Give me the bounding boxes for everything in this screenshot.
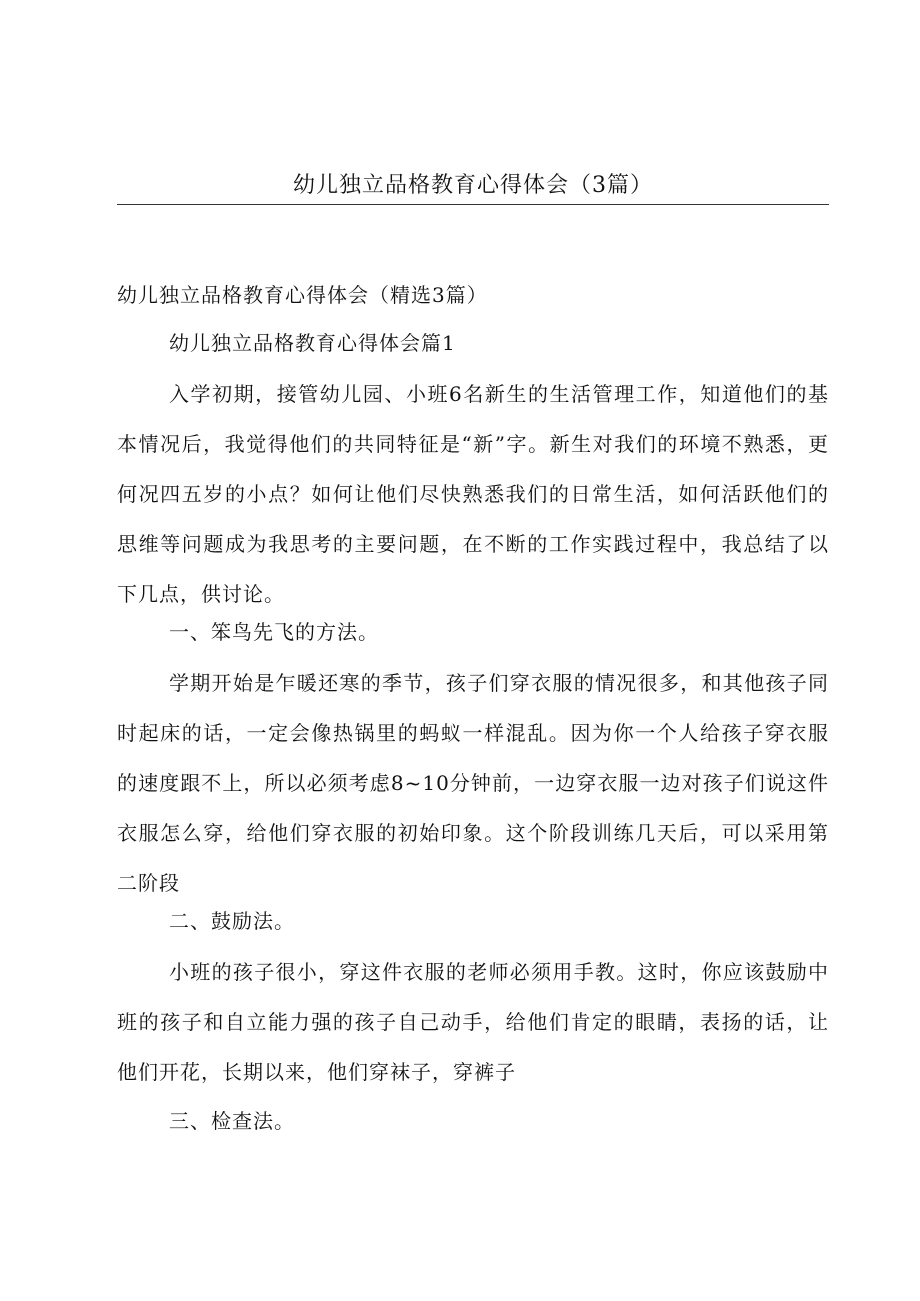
intro-paragraph: 入学初期，接管幼儿园、小班6名新生的生活管理工作，知道他们的基本情况后，我觉得他们的共同特征是“新”字。新生对我们的环境不熟悉，更何况四五岁的小点？如何让他们尽快熟悉我们的日常生活，如何活跃他们的思维等问题成为我思考的主要问题，在不断的工作实践过程中，我总结了以下几点，供讨论。	[117, 382, 829, 606]
heading-method-3: 三、检查法。	[169, 1109, 295, 1133]
document-title: 幼儿独立品格教育心得体会（3篇）	[293, 173, 653, 198]
section-title: 幼儿独立品格教育心得体会篇1	[169, 331, 456, 355]
title-underline	[117, 204, 829, 205]
heading-method-2: 二、鼓励法。	[169, 909, 295, 933]
document-subtitle: 幼儿独立品格教育心得体会（精选3篇）	[117, 283, 488, 307]
body-paragraph-1: 学期开始是乍暖还寒的季节，孩子们穿衣服的情况很多，和其他孩子同时起床的话，一定会像热锅里的蚂蚁一样混乱。因为你一个人给孩子穿衣服的速度跟不上，所以必须考虑8~10分钟前，一边穿衣服一边对孩子们说这件衣服怎么穿，给他们穿衣服的初始印象。这个阶段训练几天后，可以采用第二阶段	[117, 671, 829, 895]
body-paragraph-2: 小班的孩子很小，穿这件衣服的老师必须用手教。这时，你应该鼓励中班的孩子和自立能力强的孩子自己动手，给他们肯定的眼睛，表扬的话，让他们开花，长期以来，他们穿袜子，穿裤子	[117, 960, 829, 1084]
heading-method-1: 一、笨鸟先飞的方法。	[169, 620, 379, 644]
